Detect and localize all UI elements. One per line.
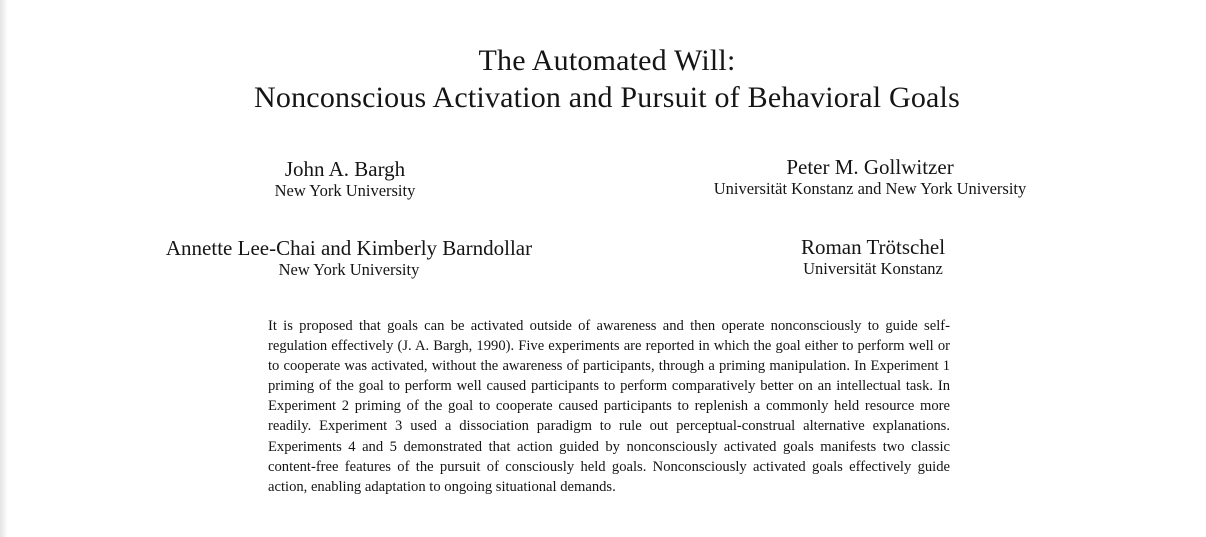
abstract-paragraph: It is proposed that goals can be activated outside of awareness and then operate nonconsciously to guide self-regulation effectively (J. A. Bargh, 1990). Five experiments are reported in which the goal either to perform well or to cooperate was activated, without the awareness of participants, through a priming manipulation. In Experiment 1 priming of the goal to perform well caused participants to perform comparatively better on an intellectual task. In Experiment 2 priming of the goal to cooperate caused participants to replenish a commonly held resource more readily. Experiment 3 used a dissociation paradigm to rule out perceptual-construal alternative explanations. Experiments 4 and 5 demonstrated that action guided by nonconsciously activated goals manifests two classic content-free features of the pursuit of consciously held goals. Nonconsciously activated goals effectively guide action, enabling adaptation to ongoing situational demands.	[268, 318, 950, 495]
author-name: Peter M. Gollwitzer	[786, 155, 954, 179]
author-block	[142, 236, 556, 279]
author-affiliation: New York University	[274, 181, 416, 200]
author-affiliation: Universität Konstanz and New York University	[713, 179, 1027, 198]
author-block	[260, 157, 430, 200]
author-name: John A. Bargh	[284, 157, 406, 181]
author-block	[776, 235, 970, 278]
paper-title-line-1: The Automated Will:	[478, 44, 736, 77]
paper-page	[8, 0, 1206, 537]
page-edge-shadow	[0, 0, 8, 537]
author-name: Roman Trötschel	[800, 235, 946, 259]
author-affiliation: Universität Konstanz	[803, 259, 943, 278]
author-name: Annette Lee-Chai and Kimberly Barndollar	[165, 236, 533, 260]
author-affiliation: New York University	[278, 260, 420, 279]
author-block	[684, 155, 1056, 198]
paper-title-line-2: Nonconscious Activation and Pursuit of Behavioral Goals	[254, 81, 960, 114]
